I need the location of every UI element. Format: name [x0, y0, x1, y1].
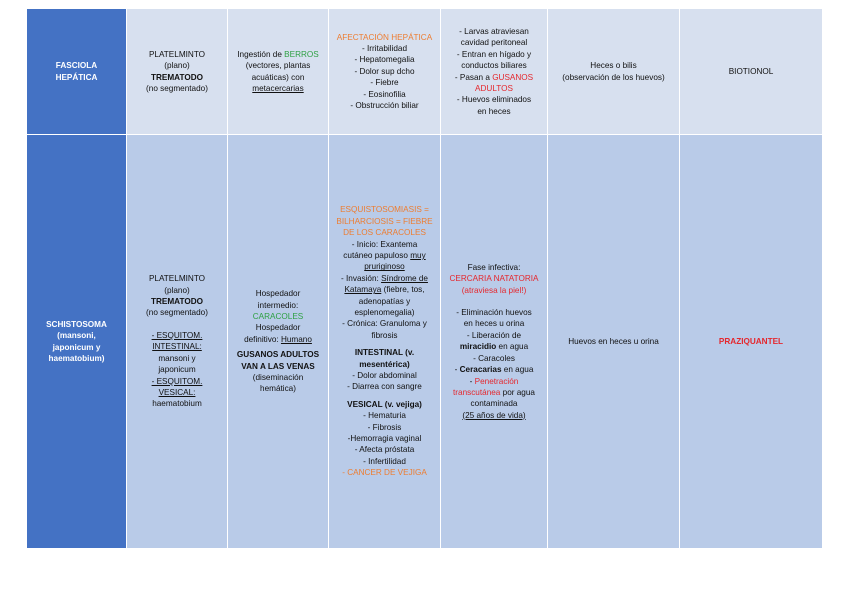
- cycle-text: - Pasan a GUSANOS: [454, 72, 534, 82]
- classification-text: VESICAL:: [158, 387, 196, 397]
- parasite-name: japonicum y: [52, 342, 101, 352]
- parasite-name: (mansoni,: [57, 331, 96, 341]
- clinical-item: - Infertilidad: [363, 456, 406, 466]
- clinical-item: cutáneo papuloso muy: [343, 250, 426, 260]
- transmission-text: Hospedador: [255, 289, 301, 299]
- classification-text: TREMATODO: [150, 72, 203, 82]
- treatment-text: BIOTIONOL: [728, 66, 774, 76]
- treatment-text: PRAZIQUANTEL: [718, 336, 784, 346]
- parasite-name: SCHISTOSOMA: [46, 319, 107, 329]
- clinical-title: DE LOS CARACOLES: [343, 228, 426, 238]
- cycle-cell: [441, 135, 548, 549]
- diagnosis-cell: [548, 9, 680, 135]
- cycle-text: contaminada: [470, 399, 518, 409]
- clinical-item: - Fiebre: [370, 78, 399, 88]
- cycle-text: - Eliminación huevos: [456, 308, 532, 318]
- transmission-cell: [228, 9, 329, 135]
- cycle-text: ADULTOS: [475, 83, 513, 93]
- cycle-text: - Ceracarias en agua: [454, 365, 534, 375]
- transmission-text: metacercarias: [252, 83, 304, 93]
- clinical-item: - Inicio: Exantema: [351, 239, 418, 249]
- clinical-item: - Diarrea con sangre: [347, 382, 422, 392]
- treatment-cell: [680, 135, 823, 549]
- transmission-text: intermedio:: [257, 300, 299, 310]
- parasite-name: haematobium): [48, 353, 105, 363]
- classification-cell: [127, 135, 228, 549]
- clinical-item: - Obstrucción biliar: [350, 101, 419, 111]
- cycle-text: conductos biliares: [461, 61, 527, 71]
- cycle-text: cavidad peritoneal: [460, 38, 528, 48]
- parasite-name: FASCIOLA HEPÁTICA: [55, 61, 98, 82]
- clinical-item: - Afecta próstata: [354, 445, 415, 455]
- cycle-text: - Liberación de: [466, 330, 522, 340]
- cycle-text: (25 años de vida): [462, 410, 526, 420]
- cycle-text: en heces: [477, 106, 511, 116]
- transmission-text: GUSANOS ADULTOS: [236, 350, 320, 360]
- classification-text: (no segmentado): [146, 83, 208, 93]
- classification-text: PLATELMINTO: [148, 49, 206, 59]
- cycle-text: - Caracoles: [473, 353, 515, 363]
- transmission-text: (diseminación: [252, 373, 304, 383]
- clinical-item: - Invasión: Síndrome de: [341, 273, 428, 283]
- clinical-title: ESQUISTOSOMIASIS =: [340, 205, 429, 215]
- classification-text: (plano): [164, 285, 190, 295]
- transmission-text: Hospedador: [255, 323, 301, 333]
- clinical-title: AFECTACIÓN HEPÁTICA: [336, 32, 433, 42]
- cycle-text: - Huevos eliminados: [456, 95, 532, 105]
- clinical-item: - CANCER DE VEJIGA: [342, 468, 427, 478]
- treatment-cell: [680, 9, 823, 135]
- classification-text: mansoni y: [158, 353, 196, 363]
- clinical-item: pruriginoso: [364, 262, 405, 272]
- transmission-text: hemática): [260, 384, 296, 394]
- cycle-text: transcutánea por agua: [453, 387, 535, 397]
- parasite-table: [26, 8, 823, 549]
- clinical-title: BILHARCIOSIS = FIEBRE: [336, 216, 433, 226]
- clinical-item: - Dolor abdominal: [352, 371, 417, 381]
- clinical-subtitle: VESICAL (v. vejiga): [347, 399, 422, 409]
- cycle-text: en heces u orina: [463, 319, 525, 329]
- clinical-subtitle: INTESTINAL (v.: [354, 348, 415, 358]
- clinical-item: - Fibrosis: [367, 422, 402, 432]
- clinical-item: - Hematuria: [363, 411, 406, 421]
- clinical-item: fibrosis: [371, 330, 398, 340]
- clinical-cell: [329, 9, 441, 135]
- transmission-text: VAN A LAS VENAS: [241, 361, 315, 371]
- classification-text: TREMATODO: [150, 297, 203, 307]
- transmission-cell: [228, 135, 329, 549]
- classification-text: (no segmentado): [146, 308, 208, 318]
- transmission-text: (vectores, plantas acuáticas) con: [245, 61, 311, 82]
- clinical-item: Katamaya (fiebre, tos,: [344, 285, 425, 295]
- clinical-item: -Hemorragia vaginal: [347, 434, 422, 444]
- cycle-text: CERCARIA NATATORIA: [449, 274, 539, 284]
- cycle-text: - Entran en hígado y: [456, 49, 532, 59]
- cycle-text: (atraviesa la piel!): [461, 285, 527, 295]
- classification-text: japonicum: [158, 365, 196, 375]
- clinical-item: - Hepatomegalia: [354, 55, 415, 65]
- table-row: [27, 135, 823, 549]
- classification-text: PLATELMINTO: [148, 274, 206, 284]
- classification-text: - ESQUITOM.: [151, 376, 203, 386]
- diagnosis-text: (observación de los huevos): [562, 72, 665, 82]
- classification-text: INTESTINAL:: [152, 342, 202, 352]
- cycle-cell: [441, 9, 548, 135]
- clinical-item: - Irritabilidad: [361, 43, 408, 53]
- classification-cell: [127, 9, 228, 135]
- table-row: [27, 9, 823, 135]
- clinical-item: - Crónica: Granuloma y: [342, 319, 427, 329]
- classification-text: (plano): [164, 61, 190, 71]
- clinical-item: adenopatías y: [358, 296, 411, 306]
- diagnosis-cell: [548, 135, 680, 549]
- cycle-text: - Larvas atraviesan: [459, 26, 529, 36]
- cycle-text: - Penetración: [469, 376, 519, 386]
- diagnosis-text: Huevos en heces u orina: [568, 336, 659, 346]
- parasite-name-cell: [27, 9, 127, 135]
- classification-text: - ESQUITOM.: [151, 330, 203, 340]
- clinical-item: esplenomegalia): [354, 307, 415, 317]
- clinical-item: - Dolor sup dcho: [354, 66, 415, 76]
- clinical-subtitle: mesentérica): [359, 359, 410, 369]
- classification-text: haematobium: [152, 399, 202, 409]
- transmission-text: CARACOLES: [252, 311, 304, 321]
- cycle-text: miracidio en agua: [459, 342, 529, 352]
- diagnosis-text: Heces o bilis: [590, 61, 637, 71]
- cycle-text: Fase infectiva:: [467, 262, 521, 272]
- clinical-item: - Eosinofilia: [363, 89, 406, 99]
- transmission-text: Ingestión de BERROS: [237, 49, 319, 59]
- transmission-text: definitivo: Humano: [244, 334, 312, 344]
- clinical-cell: [329, 135, 441, 549]
- parasite-name-cell: [27, 135, 127, 549]
